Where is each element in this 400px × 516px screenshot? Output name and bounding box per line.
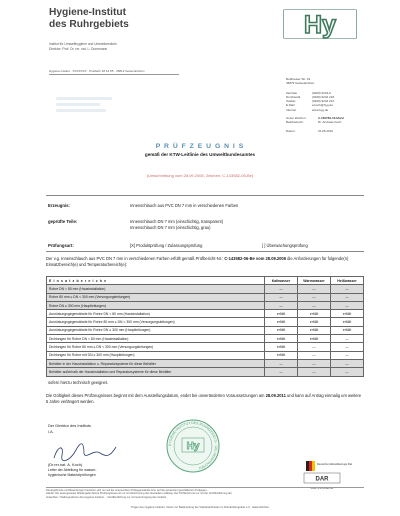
- institute-seal: [165, 418, 221, 474]
- result-cell: —: [331, 343, 364, 351]
- table-header: Kaltwasser: [265, 277, 298, 285]
- area-label: Ausrüstungsgegenstände für Rohre DN ≥ 300 mm (Hauptleitungen): [47, 326, 265, 334]
- footer-disclaimer: [46, 489, 346, 499]
- institute-name-line1: Hygiene-Institut: [49, 7, 126, 18]
- table-header-row: [47, 277, 364, 285]
- result-cell: erfüllt: [265, 310, 298, 318]
- result-cell: —: [331, 285, 364, 293]
- result-cell: —: [298, 301, 331, 309]
- footer-line: stände. Die auszugsweise Wiedergabe dieses Prüfzeugnisses ist nur mit Zustimmung des Ausstellers zulässig. Der Prüfbericht ist nur mit der Veröffentlichung der: [46, 492, 232, 496]
- institute-name-line2: des Ruhrgebiets: [49, 18, 129, 30]
- parts-value-2: Innenschlauch DN 7 mm (einschichtig, grau): [130, 225, 211, 230]
- contact-row: Durchwahl (0209) 9242 218: [286, 94, 335, 99]
- svg-text:DAR: DAR: [315, 476, 329, 483]
- table-row: [47, 301, 364, 309]
- result-cell: —: [298, 368, 331, 376]
- result-cell: —: [331, 293, 364, 301]
- product-value: Innenschlauch aus PVC DN 7 mm in verschiedenen Farben: [130, 203, 239, 208]
- recipient-address-redacted: [56, 97, 116, 123]
- area-label: Dichtungen für Rohre mit DN ≥ 300 mm (Hauptleitungen): [47, 351, 265, 359]
- signer-role-1: Leiter der Abteilung für wasser-: [48, 468, 97, 472]
- result-cell: —: [298, 351, 331, 359]
- result-cell: —: [265, 368, 298, 376]
- result-cell: erfüllt: [265, 343, 298, 351]
- result-cell: erfüllt: [298, 318, 331, 326]
- result-cell: —: [265, 301, 298, 309]
- footer-sponsor: Träger des Hygiene-Instituts: Verein zur Bekämpfung der Volkskrankheiten im Ruhrkohlengebiet e.V., Gelsenkirchen: [130, 506, 270, 509]
- contact-row: Zentrale (0209) 9242-0: [286, 90, 331, 95]
- institute-name: [49, 7, 129, 30]
- result-cell: —: [265, 293, 298, 301]
- area-label: Dichtungen für Rohre DN < 80 mm (Hausinstallation): [47, 335, 265, 343]
- product-label: Erzeugnis:: [48, 203, 70, 208]
- table-row: [47, 310, 364, 318]
- result-cell: —: [331, 301, 364, 309]
- table-row: [47, 359, 364, 367]
- footer-divider: [46, 487, 364, 488]
- validity-paragraph: Die Gültigkeit dieses Prüfzeugnisses beginnt mit dem Ausstellungsdatum, endet bei unveränderten Voraussetzungen am 28.09.2011 und kann auf Antrag einmalig um weitere 5 Jahre verlängert werden.: [46, 393, 362, 404]
- signer-role-2: hygienische Materialprüfungen: [48, 473, 96, 477]
- test-option-product: [X] Produktprüfung / Zulassungsprüfung: [130, 243, 203, 248]
- contact-row: Telefax (0209) 9242 212: [286, 99, 335, 104]
- table-header: Warmwasser: [298, 277, 331, 285]
- accreditation-code: DAP-PL-2548.00: [310, 486, 334, 490]
- result-cell: erfüllt: [331, 310, 364, 318]
- area-label: Ausrüstungsgegenstände für Rohre 80 mm ≤ DN < 300 mm (Versorgungsleitungen): [47, 318, 265, 326]
- result-cell: —: [331, 335, 364, 343]
- area-label: Dichtungen für Rohre 80 mm ≤ DN < 300 mm (Versorgungsleitungen): [47, 343, 265, 351]
- svg-text:Hy: Hy: [186, 441, 200, 452]
- contact-street: Rotthauser Str. 19: [286, 77, 311, 81]
- reference-row: Bearbeiter/in: Dr. Andreas Koch: [286, 120, 342, 125]
- result-cell: erfüllt: [265, 326, 298, 334]
- intro-paragraph: Der v.g. Innenschlauch aus PVC DN 7 mm in verschiedenen Farben erfüllt gemäß Prüfbericht-Nr.: C-143582-06-Be vom 28.09.2006 die Anforderungen für folgende(n) Einsatzbereich(e) und Temperaturbereich(e):: [46, 256, 349, 267]
- area-label: Behälter in der Hausinstallation u. Reparatursysteme für diese Behälter: [47, 359, 265, 367]
- document-heading: P R Ü F Z E U G N I S: [155, 143, 245, 150]
- table-row: [47, 318, 364, 326]
- after-table-note: sofern hierzu technisch geeignet.: [48, 380, 109, 385]
- table-row: [47, 293, 364, 301]
- table-row: [47, 326, 364, 334]
- result-cell: erfüllt: [265, 335, 298, 343]
- reference-row: Unser Zeichen: A.189789-18-Mu/st: [286, 116, 345, 121]
- result-cell: erfüllt: [331, 318, 364, 326]
- logo-text: Hy: [304, 11, 336, 39]
- table-header: E i n s a t z b e r e i c h e: [47, 277, 265, 285]
- result-cell: erfüllt: [298, 310, 331, 318]
- table-row: [47, 351, 364, 359]
- contact-city: 45879 Gelsenkirchen: [286, 81, 315, 86]
- result-cell: —: [265, 285, 298, 293]
- seal-text: HYGIENE-INSTITUT DES RUHRGEBIETS · GELSENKIRCHEN: [167, 420, 219, 471]
- document-note: (Umschreibung vom 28.09.2006, Zeichen: C-143582-06-Be): [146, 173, 254, 178]
- institute-subtitle-line1: Institut für Umwelthygiene und Umweltmedizin: [49, 42, 117, 46]
- institute-subtitle: [49, 42, 117, 51]
- contact-row: Internet www.hyg.de: [286, 107, 329, 112]
- signer-name: (Dr.rer.nat. A. Koch): [48, 462, 83, 467]
- result-cell: —: [298, 293, 331, 301]
- result-cell: —: [331, 368, 364, 376]
- table-row: [47, 368, 364, 376]
- table-header: Heißwasser: [331, 277, 364, 285]
- area-label: Behälter außerhalb der Hausinstallation und Reparatursysteme für diese Behälter: [47, 368, 265, 376]
- area-label: Rohre 80 mm ≤ DN < 300 mm (Versorgungsleitungen): [47, 293, 265, 301]
- result-cell: —: [298, 359, 331, 367]
- area-label: Rohre DN ≥ 300 mm (Hauptleitungen): [47, 301, 265, 309]
- parts-value-1: Innenschlauch DN 7 mm (einschichtig, transparent): [130, 219, 224, 224]
- test-type-label: Prüfungsart:: [48, 243, 74, 248]
- test-option-monitoring: [ ] Überwachungsprüfung: [262, 243, 308, 248]
- parts-label: geprüfte Teile:: [48, 219, 78, 224]
- sender-line: Hygiene-Institut · XXXXXXX · Postfach 18 12 55 · 45812 Gelsenkirchen: [49, 69, 179, 75]
- institute-director: Direktor: Prof. Dr. rer. nat. L. Dunemann: [49, 46, 108, 51]
- result-cell: —: [298, 285, 331, 293]
- contact-row: E-Mail a.koch@hyg.de: [286, 103, 333, 108]
- area-label: Ausrüstungsgegenstände für Rohre DN < 80 mm (Hausinstallation): [47, 310, 265, 318]
- date-row: Datum: 31.05.2010: [286, 128, 334, 133]
- document-subheading: gemäß der KTW-Leitlinie des Umweltbundesamtes: [144, 152, 256, 157]
- contact-block: [286, 77, 376, 133]
- result-cell: —: [331, 359, 364, 367]
- divider: [46, 195, 364, 196]
- result-cell: —: [265, 359, 298, 367]
- application-areas-table: [46, 276, 364, 377]
- result-cell: erfüllt: [265, 318, 298, 326]
- ia-line: i.A.: [48, 429, 54, 434]
- institute-logo: [283, 9, 357, 39]
- divider: [46, 251, 364, 252]
- result-cell: —: [298, 343, 331, 351]
- result-cell: erfüllt: [331, 326, 364, 334]
- handwritten-signature: [48, 441, 120, 463]
- director-line: Der Direktor des Instituts: [48, 423, 91, 428]
- footer-line: Gutachten / Stellungnahmen des Hygiene-Instituts ... Veröffentlichung nur mit Genehmigung des Instituts.: [46, 495, 167, 499]
- table-row: [47, 285, 364, 293]
- table-row: [47, 335, 364, 343]
- area-label: Rohre DN < 80 mm (Hausinstallation): [47, 285, 265, 293]
- result-cell: —: [331, 351, 364, 359]
- result-cell: erfüllt: [265, 351, 298, 359]
- footer-line: Die Ergebnisse und Bewertungen beziehen sich nur auf die untersuchten Prüfgegenstände bzw. auf die genannten geschilderten Prüfgegen-: [46, 489, 208, 492]
- result-cell: erfüllt: [298, 326, 331, 334]
- result-cell: erfüllt: [298, 335, 331, 343]
- accreditation-council: Deutscher Akkreditierungs Rat: [317, 463, 353, 466]
- table-row: [47, 343, 364, 351]
